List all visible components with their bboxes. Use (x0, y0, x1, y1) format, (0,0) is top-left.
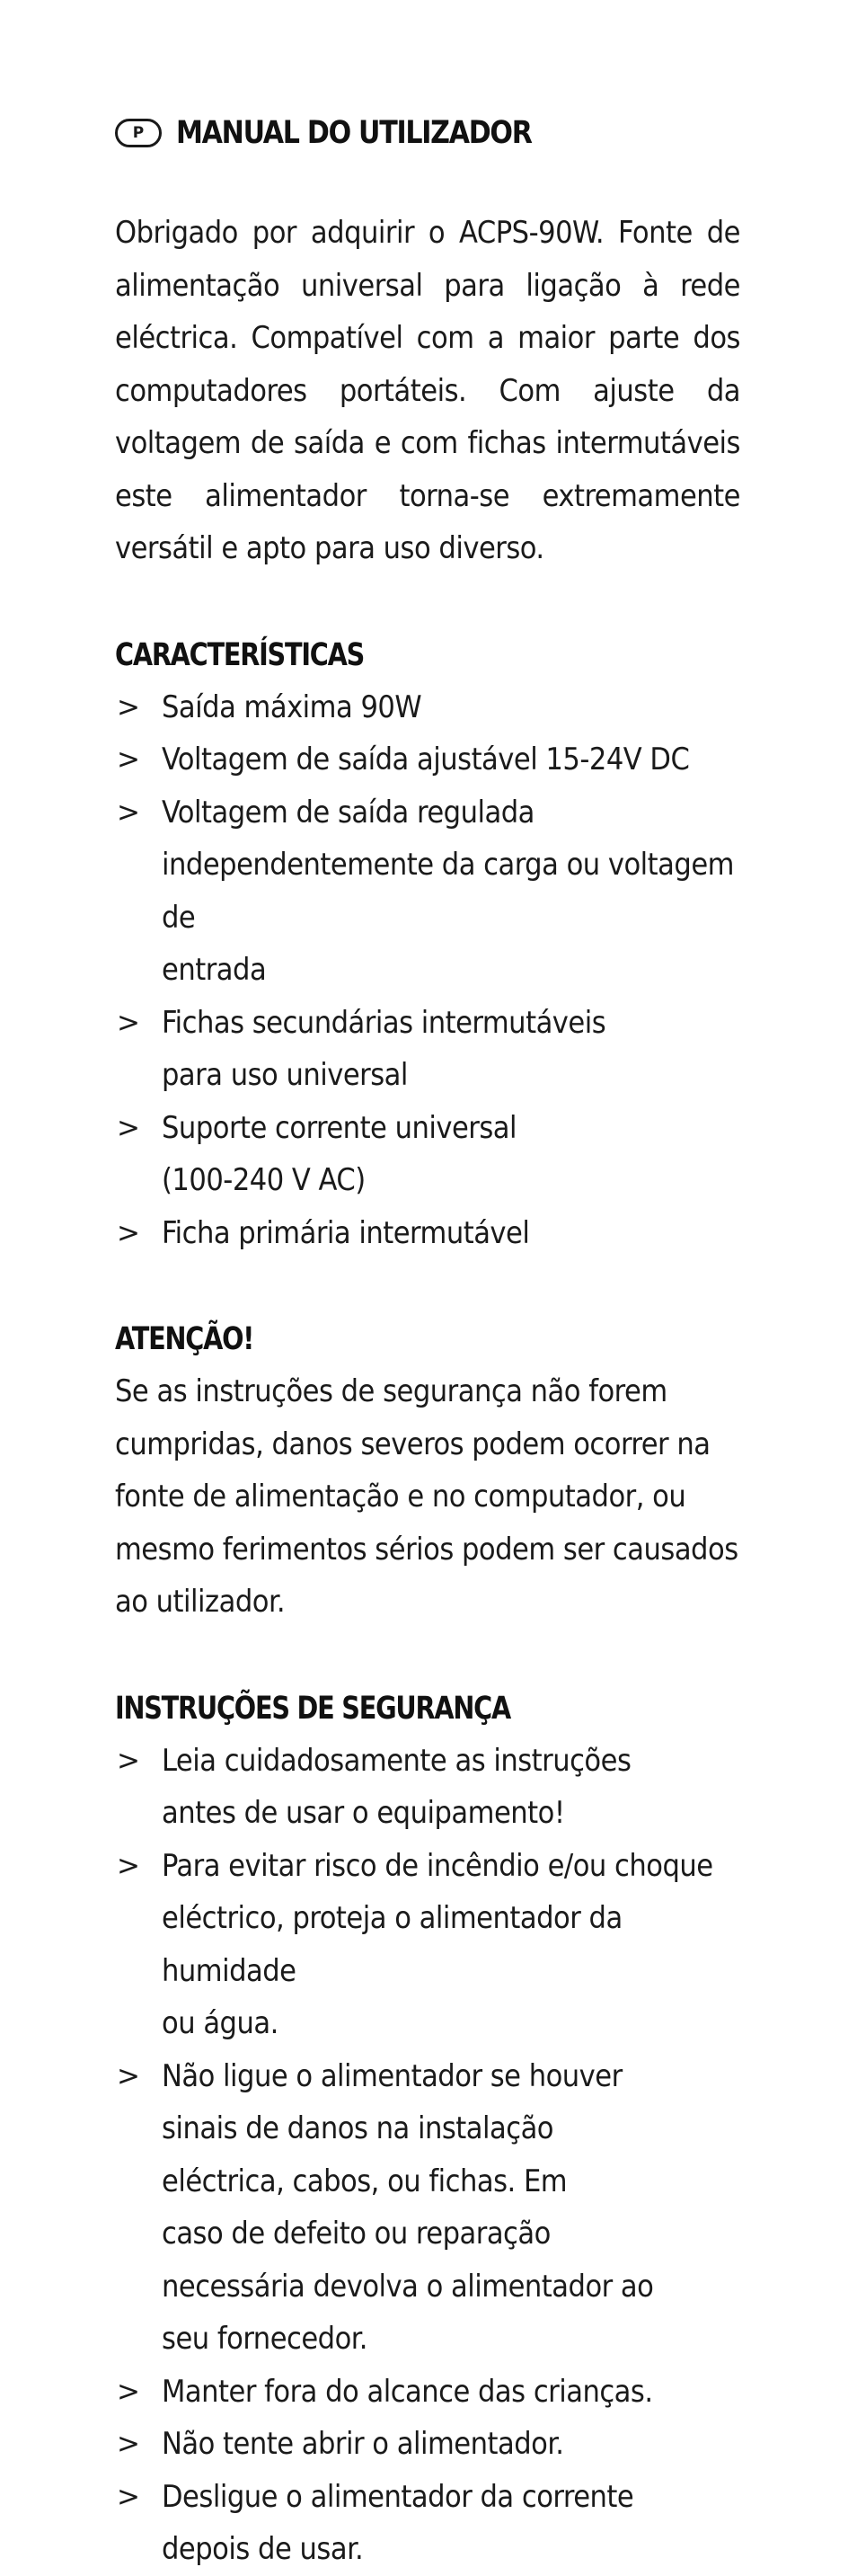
safety-item-line: eléctrico, proteja o alimentador da humidade (162, 1900, 623, 1989)
features-section (115, 629, 740, 1260)
bullet-marker: > (117, 1744, 140, 1777)
feature-item (115, 786, 740, 997)
safety-item-line: caso de defeito ou reparação (162, 2216, 551, 2252)
features-heading: CARACTERÍSTICAS (115, 636, 365, 673)
safety-item-line: Manter fora do alcance das crianças. (162, 2373, 653, 2410)
language-badge (115, 119, 162, 147)
warning-section (115, 1313, 740, 1629)
safety-item-line: Desligue o alimentador da corrente (162, 2478, 634, 2515)
bullet-marker: > (117, 2428, 140, 2460)
manual-title: MANUAL DO UTILIZADOR (176, 115, 532, 151)
feature-item-line: Ficha primária intermutável (162, 1214, 530, 1251)
warning-text (115, 1365, 740, 1629)
safety-item-line: Não tente abrir o alimentador. (162, 2426, 564, 2462)
feature-item-line: Suporte corrente universal (162, 1109, 517, 1146)
intro-paragraph: Obrigado por adquirir o ACPS-90W. Fonte de alimentação universal para ligação à rede eléctrica. Compatível com a maior parte dos computadores portáteis. Com ajuste da voltagem de saída e com fichas intermutáveis este alimentador torna-se extremamente versátil e apto para uso diverso. (115, 215, 740, 566)
bullet-marker: > (117, 2480, 140, 2513)
safety-item (115, 2418, 740, 2471)
safety-item-line: sinais de danos na instalação (162, 2110, 554, 2146)
feature-item-line: (100-240 V AC) (162, 1162, 366, 1198)
safety-item (115, 1840, 740, 2050)
safety-heading: INSTRUÇÕES DE SEGURANÇA (115, 1690, 510, 1727)
bullet-marker: > (117, 2059, 140, 2092)
feature-item (115, 733, 740, 786)
language-badge-label: P (132, 124, 145, 142)
safety-item-line: antes de usar o equipamento! (162, 1795, 565, 1831)
feature-item (115, 997, 740, 1102)
manual-page (115, 106, 740, 2576)
bullet-marker: > (117, 2375, 140, 2408)
safety-item-line: necessária devolva o alimentador ao (162, 2268, 654, 2305)
bullet-marker: > (117, 1111, 140, 1144)
safety-item-line: Para evitar risco de incêndio e/ou choque (162, 1847, 713, 1884)
bullet-marker: > (117, 1849, 140, 1882)
features-list (115, 681, 740, 1260)
feature-item-line: entrada (162, 952, 267, 988)
safety-item (115, 2050, 740, 2366)
manual-header (115, 106, 740, 160)
safety-item-line: eléctrica, cabos, ou fichas. Em (162, 2163, 568, 2199)
safety-item-line: seu fornecedor. (162, 2321, 367, 2357)
safety-item-line: Não ligue o alimentador se houver (162, 2057, 623, 2094)
bullet-marker: > (117, 795, 140, 829)
bullet-marker: > (117, 743, 140, 776)
safety-item-line: Leia cuidadosamente as instruções (162, 1742, 632, 1779)
safety-item (115, 1735, 740, 1840)
safety-item-line: depois de usar. (162, 2531, 364, 2567)
feature-item-line: independentemente da carga ou voltagem de (162, 847, 734, 936)
feature-item (115, 1207, 740, 1260)
safety-item-line: ou água. (162, 2005, 278, 2041)
safety-list (115, 1735, 740, 2576)
safety-item (115, 2471, 740, 2576)
bullet-marker: > (117, 1216, 140, 1249)
feature-item (115, 1102, 740, 1207)
warning-line: cumpridas, danos severos podem ocorrer na (115, 1426, 711, 1462)
warning-line: mesmo ferimentos sérios podem ser causados (115, 1531, 738, 1568)
feature-item-line: Voltagem de saída ajustável 15-24V DC (162, 742, 690, 777)
bullet-marker: > (117, 690, 140, 724)
warning-line: ao utilizador. (115, 1584, 286, 1620)
feature-item-line: Saída máxima 90W (162, 688, 422, 725)
bullet-marker: > (117, 1006, 140, 1039)
feature-item-line: para uso universal (162, 1057, 408, 1093)
safety-item (115, 2366, 740, 2419)
feature-item-line: Voltagem de saída regulada (162, 794, 535, 831)
warning-line: Se as instruções de segurança não forem (115, 1373, 667, 1409)
warning-heading: ATENÇÃO! (115, 1321, 254, 1357)
feature-item-line: Fichas secundárias intermutáveis (162, 1004, 606, 1041)
warning-line: fonte de alimentação e no computador, ou (115, 1479, 686, 1515)
feature-item (115, 681, 740, 734)
safety-section (115, 1683, 740, 2576)
